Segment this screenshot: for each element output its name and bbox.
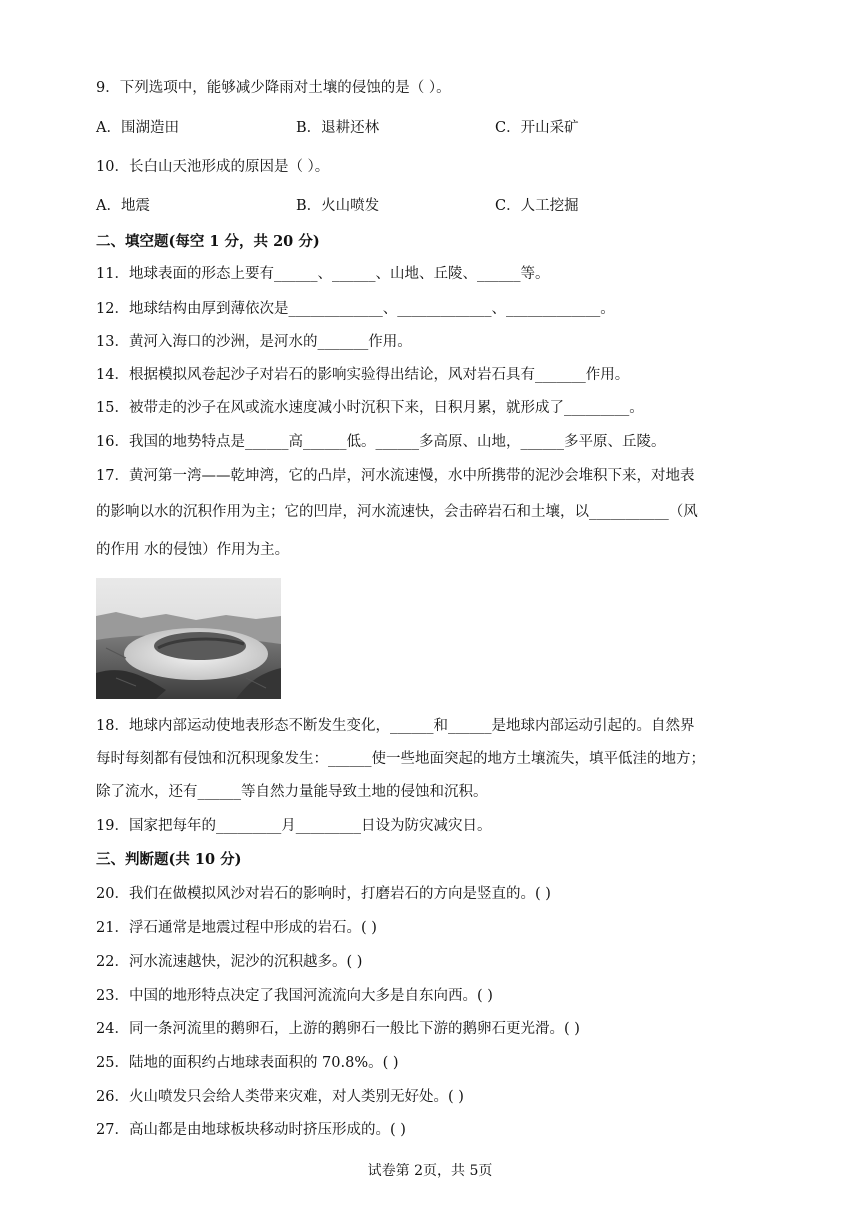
- question-15: 15．被带走的沙子在风或流水速度减小时沉积下来，日积月累，就形成了_________。: [96, 400, 644, 416]
- question-19: 19．国家把每年的_________月_________日设为防灾减灾日。: [96, 818, 492, 834]
- question-11: 11．地球表面的形态上要有______、______、山地、丘陵、______等。: [96, 266, 550, 282]
- question-18-line-3: 除了流水，还有______等自然力量能导致土地的侵蚀和沉积。: [96, 784, 488, 800]
- question-25: 25．陆地的面积约占地球表面积的 70.8%。( ): [96, 1055, 399, 1071]
- question-17-line-1: 17．黄河第一湾——乾坤湾，它的凸岸，河水流速慢，水中所携带的泥沙会堆积下来，对地表: [96, 468, 695, 484]
- q9-option-c: C．开山采矿: [495, 120, 579, 136]
- question-17-line-2: 的影响以水的沉积作用为主；它的凹岸，河水流速快，会击碎岩石和土壤，以___________（风: [96, 504, 698, 520]
- question-17-line-3: 的作用 水的侵蚀）作用为主。: [96, 542, 290, 558]
- question-23: 23．中国的地形特点决定了我国河流流向大多是自东向西。( ): [96, 988, 493, 1004]
- question-24: 24．同一条河流里的鹅卵石，上游的鹅卵石一般比下游的鹅卵石更光滑。( ): [96, 1021, 580, 1037]
- question-13: 13．黄河入海口的沙洲，是河水的_______作用。: [96, 334, 412, 350]
- q10-option-a: A．地震: [96, 198, 150, 214]
- question-10-stem: 10．长白山天池形成的原因是（ ）。: [96, 159, 330, 175]
- question-18-line-2: 每时每刻都有侵蚀和沉积现象发生：______使一些地面突起的地方土壤流失，填平低洼的地方；: [96, 751, 705, 767]
- question-18-line-1: 18．地球内部运动使地表形态不断发生变化，______和______是地球内部运动引起的。自然界: [96, 718, 695, 734]
- question-27: 27．高山都是由地球板块移动时挤压形成的。( ): [96, 1122, 406, 1138]
- question-22: 22．河水流速越快，泥沙的沉积越多。( ): [96, 954, 363, 970]
- q9-option-b: B．退耕还林: [296, 120, 380, 136]
- question-14: 14．根据模拟风卷起沙子对岩石的影响实验得出结论，风对岩石具有_______作用。: [96, 367, 630, 383]
- question-16: 16．我国的地势特点是______高______低。______多高原、山地，______多平原、丘陵。: [96, 434, 666, 450]
- section-heading-fill: 二、填空题(每空 1 分，共 20 分): [96, 233, 320, 250]
- q9-option-a: A．围湖造田: [96, 120, 179, 136]
- question-20: 20．我们在做模拟风沙对岩石的影响时，打磨岩石的方向是竖直的。( ): [96, 886, 551, 902]
- q10-option-b: B．火山喷发: [296, 198, 380, 214]
- river-bend-photo: [96, 578, 281, 699]
- question-21: 21．浮石通常是地震过程中形成的岩石。( ): [96, 920, 377, 936]
- page-footer: 试卷第 2页，共 5页: [367, 1163, 493, 1179]
- question-26: 26．火山喷发只会给人类带来灾难，对人类别无好处。( ): [96, 1089, 464, 1105]
- question-9-stem: 9．下列选项中，能够减少降雨对土壤的侵蚀的是（ ）。: [96, 80, 451, 96]
- q10-option-c: C．人工挖掘: [495, 198, 579, 214]
- section-heading-judge: 三、判断题(共 10 分): [96, 851, 242, 868]
- question-12: 12．地球结构由厚到薄依次是_____________、_____________、_____________。: [96, 301, 615, 317]
